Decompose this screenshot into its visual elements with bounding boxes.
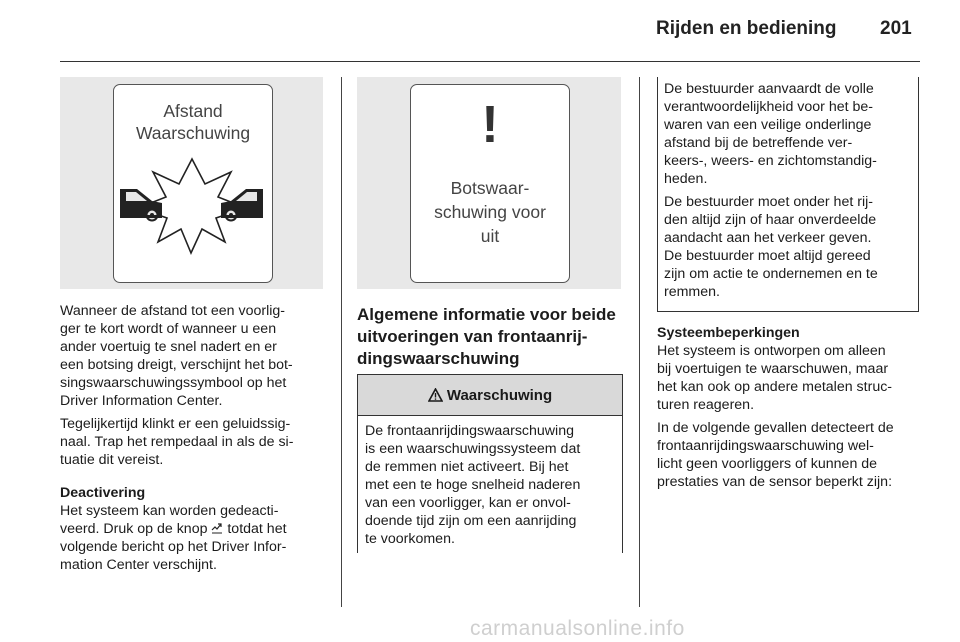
text-line: singswaarschuwingssymbool op het [60,375,287,391]
section-heading [357,304,627,370]
deactivering-heading: Deactivering [60,485,146,501]
text-line: afstand bij de betreffende ver- [664,135,853,151]
responsibility-paragraph [664,80,912,188]
text-line: Driver Information Center. [60,393,223,409]
text-line: heden. [664,171,708,187]
text-line: volgende bericht op het Driver Infor- [60,539,287,555]
text-line: verantwoordelijkheid voor het be- [664,99,873,115]
text-line: De bestuurder moet altijd gereed [664,248,871,264]
text-line: met een te hoge snelheid naderen [365,477,581,493]
distance-warning-figure [60,77,323,289]
text-line: remmen. [664,284,720,300]
text-fragment: totdat het [223,521,287,537]
text-line: doende tijd zijn om een aanrijding [365,513,577,529]
text-line: is een waarschuwingssysteem dat [365,441,581,457]
collision-alert-button-icon [211,522,223,534]
text-line: het kan ook op andere metalen struc- [657,379,893,395]
column-divider-left [341,77,342,607]
collision-warning-icon [60,77,323,289]
text-line: bij voertuigen te waarschuwen, maar [657,361,889,377]
text-line: Het systeem kan worden gedeacti- [60,503,279,519]
deactivering-paragraph [60,502,335,574]
collision-warning-off-figure [357,77,621,289]
text-line: tuatie dit vereist. [60,452,164,468]
text-line: aandacht aan het verkeer geven. [664,230,872,246]
figure-label-line: uit [480,226,500,246]
left-car-icon [120,189,162,221]
text-line: ander voertuig te snel nadert en er [60,339,277,355]
text-line: De bestuurder moet onder het rij- [664,194,873,210]
figure-label-line: Botswaar- [450,178,530,198]
text-line: frontaanrijdingswaarschuwing wel- [657,438,874,454]
text-line: van een voorligger, kan er onvol- [365,495,571,511]
warning-title: Waarschuwing [446,386,553,404]
text-line: mation Center verschijnt. [60,557,217,573]
text-line: licht geen voorliggers of kunnen de [657,456,878,472]
warning-triangle-icon [428,388,443,402]
text-line: naal. Trap het rempedaal in als de si- [60,434,294,450]
text-line: te voorkomen. [365,531,455,547]
text-line: Tegelijkertijd klinkt er een geluidssig- [60,416,291,432]
text-line: prestaties van de sensor beperkt zijn: [657,474,893,490]
text-line: Het systeem is ontworpen om alleen [657,343,886,359]
text-line-with-icon [60,521,287,537]
text-line: zijn om actie te ondernemen en te [664,266,878,282]
text-line: ger te kort wordt of wanneer u een [60,321,277,337]
column-divider-right [639,77,640,607]
warning-box-header [358,375,622,416]
text-line: de remmen niet activeert. Bij het [365,459,569,475]
systeembeperkingen-heading: Systeembeperkingen [657,325,800,341]
sound-signal-paragraph [60,415,335,469]
text-line: In de volgende gevallen detecteert de [657,420,894,436]
text-line: De frontaanrijdingswaarschuwing [365,423,574,439]
figure-label-line: schuwing voor [434,202,546,222]
text-line: een botsing dreigt, verschijnt het bot- [60,357,293,373]
intro-paragraph [60,302,335,410]
heading-line: Algemene informatie voor beide [357,305,616,324]
system-limits-paragraph [657,342,925,414]
attention-paragraph [664,193,912,301]
footer-watermark: carmanualsonline.info [470,617,685,640]
warning-box [357,374,623,553]
text-line: den altijd zijn of haar onverdeelde [664,212,877,228]
header-rule [60,61,920,62]
warning-body [358,416,622,554]
right-car-icon [221,189,263,221]
figure-label-waarschuwing: Waarschuwing [135,123,251,143]
text-line: De bestuurder aanvaardt de volle [664,81,874,97]
text-line: Wanneer de afstand tot een voorlig- [60,303,286,319]
figure-label-afstand: Afstand [163,101,223,121]
exclamation-icon: ! [481,96,499,154]
text-line: turen reageren. [657,397,755,413]
driver-responsibility-box [657,77,919,312]
text-fragment: veerd. Druk op de knop [60,521,212,537]
page-header-title: Rijden en bediening [656,18,837,39]
page-number: 201 [880,18,912,39]
heading-line: dingswaarschuwing [357,349,520,368]
detection-limits-paragraph [657,419,925,491]
heading-line: uitvoeringen van frontaanrij- [357,327,588,346]
text-line: keers-, weers- en zichtomstandig- [664,153,877,169]
text-line: waren van een veilige onderlinge [664,117,872,133]
